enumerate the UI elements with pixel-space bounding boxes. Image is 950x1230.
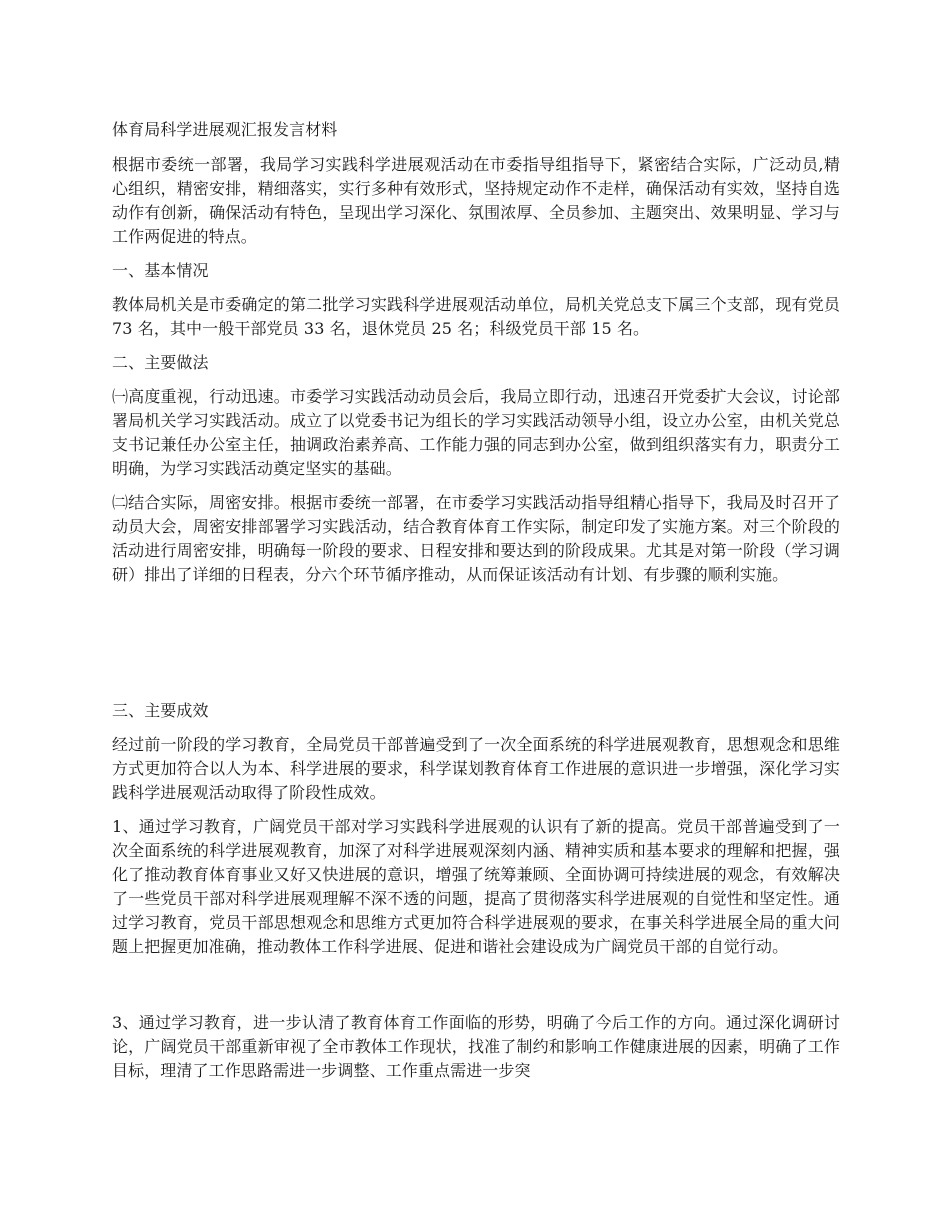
blank-space <box>112 969 840 1011</box>
section-heading-main-results: 三、主要成效 <box>112 701 209 720</box>
intro-paragraph: 根据市委统一部署，我局学习实践科学进展观活动在市委指导组指导下，紧密结合实际，广泛动员,精心组织，精密安排，精细落实，实行多种有效形式，坚持规定动作不走样，确保活动有实效，坚持自选动作有创新，确保活动有特色，呈现出学习深化、氛围浓厚、全员参加、主题突出、效果明显、学习与工作两促进的特点。 <box>112 155 840 246</box>
practice-paragraph-1: ㈠高度重视，行动迅速。市委学习实践活动动员会后，我局立即行动，迅速召开党委扩大会议，讨论部署局机关学习实践活动。成立了以党委书记为组长的学习实践活动领导小组，设立办公室，由机关党总支书记兼任办公室主任，抽调政治素养高、工作能力强的同志到办公室，做到组织落实有力，职责分工明确，为学习实践活动奠定坚实的基础。 <box>112 387 840 478</box>
practice-paragraph-2: ㈡结合实际，周密安排。根据市委统一部署，在市委学习实践活动指导组精心指导下，我局及时召开了动员大会，周密安排部署学习实践活动，结合教育体育工作实际，制定印发了实施方案。对三个阶段的活动进行周密安排，明确每一阶段的要求、日程安排和要达到的阶段成果。尤其是对第一阶段（学习调研）排出了详细的日程表，分六个环节循序推动，从而保证该活动有计划、有步骤的顺利实施。 <box>112 493 840 584</box>
section-heading-main-practices: 二、主要做法 <box>112 353 209 372</box>
basic-situation-paragraph: 教体局机关是市委确定的第二批学习实践科学进展观活动单位，局机关党总支下属三个支部，现有党员 73 名，其中一般干部党员 33 名，退休党员 25 名；科级党员干部 15 名。 <box>112 295 840 338</box>
results-intro-paragraph: 经过前一阶段的学习教育，全局党员干部普遍受到了一次全面系统的科学进展观教育，思想观念和思维方式更加符合以人为本、科学进展的要求，科学谋划教育体育工作进展的意识进一步增强，深化学习实践科学进展观活动取得了阶段性成效。 <box>112 735 840 802</box>
section-heading-basic-situation: 一、基本情况 <box>112 261 209 280</box>
document-page <box>112 118 840 1218</box>
results-paragraph-3: 3、通过学习教育，进一步认清了教育体育工作面临的形势，明确了今后工作的方向。通过深化调研讨论，广阔党员干部重新审视了全市教体工作现状，找准了制约和影响工作健康进展的因素，明确了工作目标，理清了工作思路需进一步调整、工作重点需进一步突 <box>112 1013 840 1080</box>
blank-space <box>112 597 840 699</box>
results-paragraph-1: 1、通过学习教育，广阔党员干部对学习实践科学进展观的认识有了新的提高。党员干部普遍受到了一次全面系统的科学进展观教育，加深了对科学进展观深刻内涵、精神实质和基本要求的理解和把握，强化了推动教育体育事业又好又快进展的意识，增强了统筹兼顾、全面协调可持续进展的观念，有效解决了一些党员干部对科学进展观理解不深不透的问题，提高了贯彻落实科学进展观的自觉性和坚定性。通过学习教育，党员干部思想观念和思维方式更加符合科学进展观的要求，在事关科学进展全局的重大问题上把握更加准确，推动教体工作科学进展、促进和谐社会建设成为广阔党员干部的自觉行动。 <box>112 817 840 956</box>
document-title: 体育局科学进展观汇报发言材料 <box>112 120 338 139</box>
